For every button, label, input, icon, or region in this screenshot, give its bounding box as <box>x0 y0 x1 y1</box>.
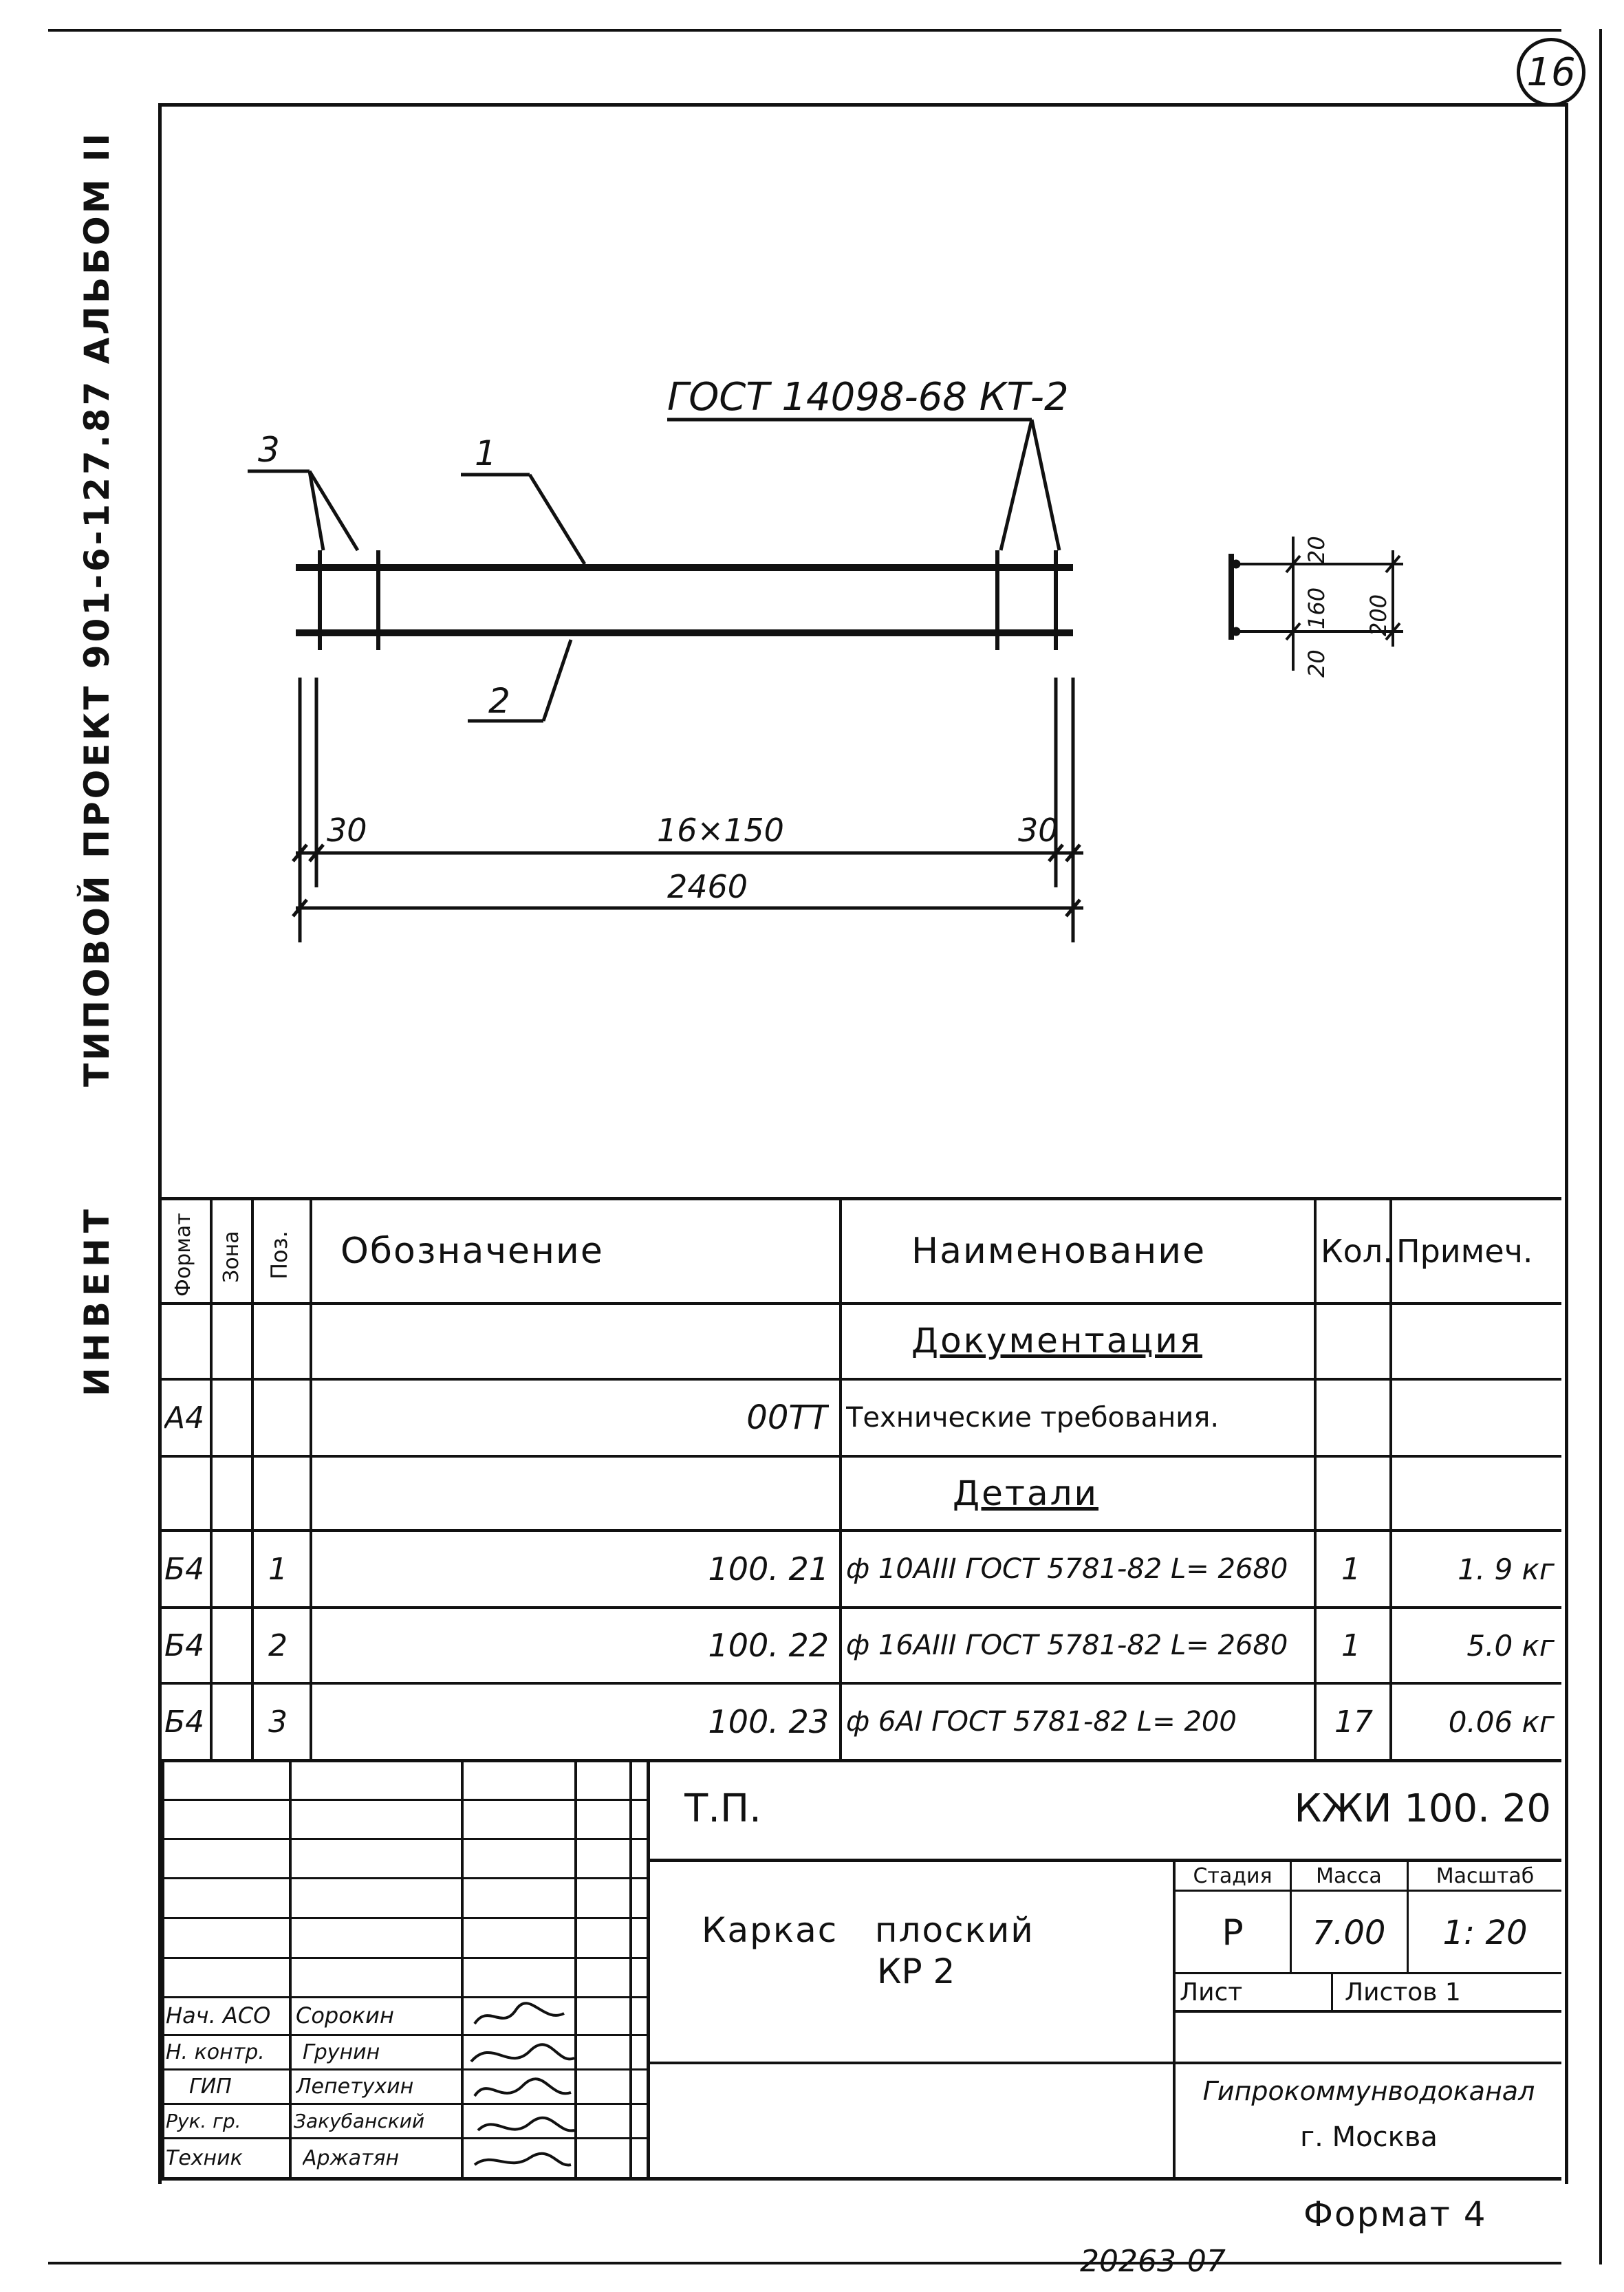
dim-total-length: 2460 <box>667 868 748 905</box>
part1-pos: 1 <box>268 1551 288 1587</box>
scale-value: 1: 20 <box>1442 1913 1528 1952</box>
part2-pos: 2 <box>268 1628 288 1663</box>
margin-inventory-text: ИНВЕНТ <box>77 1204 117 1396</box>
staff-role-5: Техник <box>166 2146 243 2170</box>
staff-name-4: Закубанский <box>294 2110 425 2132</box>
sheet-number: 16 <box>1526 50 1576 95</box>
margin-archive-text: ТИПОВОЙ ПРОЕКТ 901-6-127.87 АЛЬБОМ II <box>77 130 117 1087</box>
archive-number: 20263-07 <box>1080 2244 1226 2279</box>
header-qty: Кол. <box>1321 1233 1393 1270</box>
sheets-label: Листов 1 <box>1345 1978 1461 2007</box>
section-parts: Детали <box>953 1473 1099 1513</box>
part2-name: ф 16АIII ГОСТ 5781-82 L= 2680 <box>846 1630 1288 1661</box>
header-name: Наименование <box>911 1231 1206 1272</box>
gost-label: ГОСТ 14098-68 КТ-2 <box>667 375 1069 420</box>
project-label: Т.П. <box>684 1786 761 1831</box>
part1-format: Б4 <box>164 1551 205 1587</box>
doc-row-name: Технические требования. <box>846 1402 1220 1434</box>
part3-designation: 100. 23 <box>708 1703 829 1740</box>
staff-role-2: Н. контр. <box>166 2040 265 2064</box>
staff-name-3: Лепетухин <box>296 2075 414 2099</box>
part1-note: 1. 9 кг <box>1458 1552 1555 1586</box>
pos-label-3: 3 <box>258 430 280 470</box>
pos-label-2: 2 <box>488 681 510 721</box>
part1-designation: 100. 21 <box>708 1550 829 1588</box>
part3-qty: 17 <box>1334 1704 1373 1740</box>
title-line-1: Каркас плоский <box>702 1910 1035 1950</box>
section-dim-bottom: 20 <box>1303 649 1330 678</box>
staff-role-1: Нач. АСО <box>166 2002 271 2029</box>
format-label: Формат 4 <box>1303 2194 1487 2234</box>
header-zone: Зона <box>219 1231 243 1283</box>
document-code: КЖИ 100. 20 <box>1294 1786 1551 1831</box>
staff-name-1: Сорокин <box>296 2002 394 2029</box>
part2-note: 5.0 кг <box>1466 1628 1555 1663</box>
stage-label: Стадия <box>1193 1863 1273 1888</box>
section-documentation: Документация <box>911 1321 1202 1361</box>
dim-left-offset: 30 <box>327 812 367 849</box>
bottom-trim-line <box>48 2262 1561 2264</box>
pos-label-1: 1 <box>475 433 497 473</box>
mass-label: Масса <box>1316 1863 1382 1888</box>
title-block <box>162 1759 1561 2181</box>
header-pos: Поз. <box>266 1231 292 1279</box>
section-dim-height: 200 <box>1365 594 1392 636</box>
scale-label: Масштаб <box>1436 1863 1535 1888</box>
staff-role-3: ГИП <box>189 2075 232 2099</box>
sheet-label: Лист <box>1180 1978 1243 2007</box>
section-dim-middle: 160 <box>1303 587 1330 629</box>
header-designation: Обозначение <box>340 1231 604 1272</box>
dim-right-offset: 30 <box>1018 812 1059 849</box>
part1-qty: 1 <box>1341 1551 1361 1587</box>
part3-format: Б4 <box>164 1704 205 1740</box>
part1-name: ф 10АIII ГОСТ 5781-82 L= 2680 <box>846 1553 1288 1585</box>
part3-note: 0.06 кг <box>1448 1705 1555 1739</box>
staff-role-4: Рук. гр. <box>166 2110 241 2132</box>
org-line-2: г. Москва <box>1300 2121 1438 2153</box>
part2-format: Б4 <box>164 1628 205 1663</box>
dim-spacing: 16×150 <box>657 812 784 849</box>
part3-pos: 3 <box>268 1704 288 1740</box>
header-note: Примеч. <box>1396 1233 1533 1270</box>
org-line-1: Гипрокоммунводоканал <box>1202 2075 1535 2106</box>
spec-table <box>162 1197 1561 1761</box>
staff-name-2: Грунин <box>303 2040 380 2064</box>
stage-value: Р <box>1222 1912 1244 1954</box>
part2-designation: 100. 22 <box>708 1627 829 1664</box>
signatures <box>461 1996 578 2179</box>
title-line-2: КР 2 <box>877 1952 955 1991</box>
staff-name-5: Аржатян <box>303 2146 400 2170</box>
part2-qty: 1 <box>1341 1628 1361 1663</box>
doc-row-format: А4 <box>164 1400 205 1436</box>
mass-value: 7.00 <box>1312 1913 1386 1952</box>
doc-row-designation: 00ТТ <box>746 1398 829 1437</box>
part3-name: ф 6АI ГОСТ 5781-82 L= 200 <box>846 1706 1237 1738</box>
section-dim-top: 20 <box>1303 536 1330 564</box>
header-format: Формат <box>171 1213 195 1297</box>
